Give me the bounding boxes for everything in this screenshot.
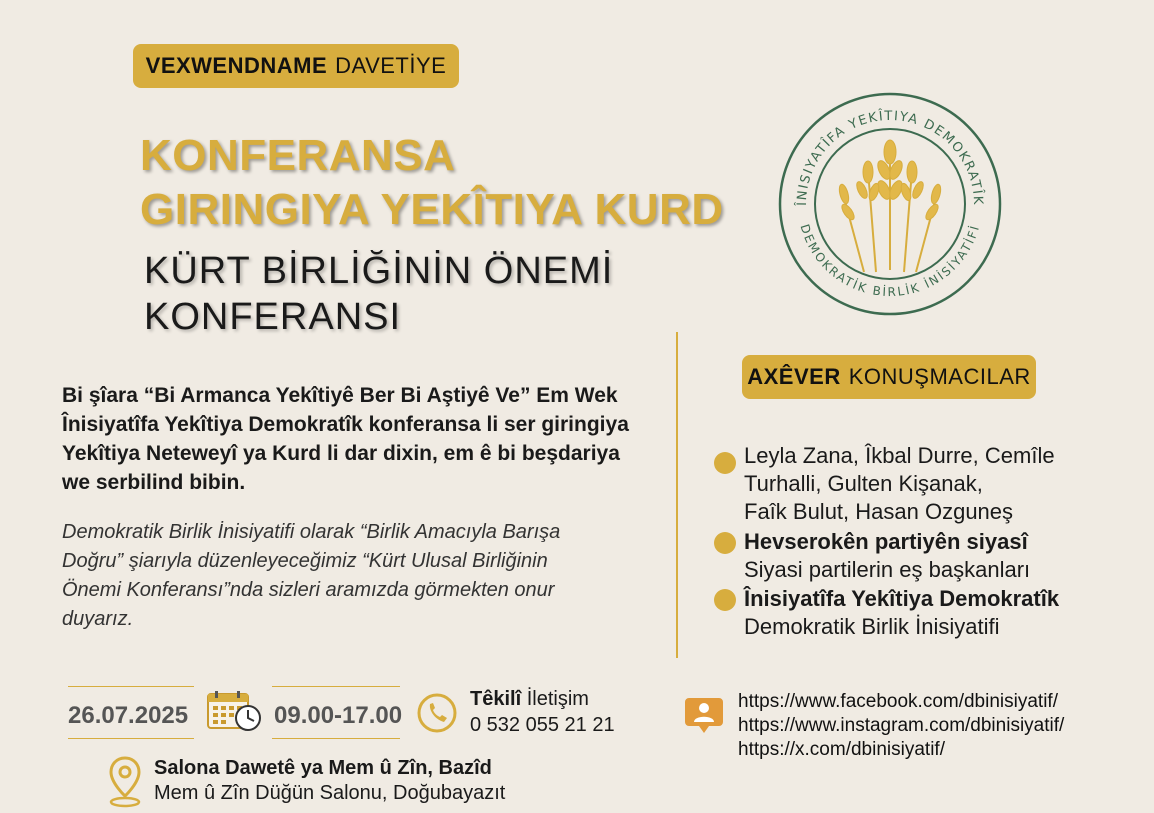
date-rule-bottom bbox=[68, 738, 194, 739]
speaker-names-line1: Leyla Zana, Îkbal Durre, Cemîle bbox=[744, 443, 1055, 468]
profile-chat-icon bbox=[683, 694, 725, 736]
contact-phone[interactable]: 0 532 055 21 21 bbox=[470, 714, 615, 736]
speaker-names-line2: Turhalli, Gulten Kişanak, bbox=[744, 471, 983, 496]
time-rule-bottom bbox=[272, 738, 400, 739]
venue-kurdish: Salona Dawetê ya Mem û Zîn, Bazîd bbox=[154, 757, 492, 779]
title-kurdish-line2: GIRINGIYA YEKÎTIYA KURD bbox=[140, 185, 724, 234]
invitation-badge-kurdish: VEXWENDNAME bbox=[145, 53, 328, 78]
contact-label bbox=[470, 688, 589, 711]
logo bbox=[776, 90, 1004, 318]
wheat-icon bbox=[838, 140, 943, 272]
date-rule-top bbox=[68, 686, 194, 687]
title-turkish-line1: KÜRT BİRLİĞİNİN ÖNEMİ bbox=[144, 250, 614, 292]
speakers-badge-turkish: KONUŞMACILAR bbox=[848, 364, 1031, 389]
speakers-badge-kurdish: AXÊVER bbox=[747, 364, 841, 389]
title-turkish-line2: KONFERANSI bbox=[144, 296, 402, 338]
logo-top-text: ÎNISIYATÎFA YEKÎTIYA DEMOKRATÎK bbox=[794, 108, 986, 207]
contact-label-turkish: İletişim bbox=[526, 688, 589, 710]
x-link[interactable]: https://x.com/dbinisiyatif/ bbox=[738, 739, 945, 760]
event-date: 26.07.2025 bbox=[68, 702, 189, 729]
bullet-dot bbox=[714, 532, 736, 554]
phone-icon bbox=[416, 692, 458, 734]
intro-turkish: Demokratik Birlik İnisiyatifi olarak “Birlik Amacıyla Barışa Doğru” şiarıyla düzenleyeceğimiz “Kürt Ulusal Birliğinin Önemi Konferansı”nda sizleri aramızda görmekten onur duyarız. bbox=[62, 521, 561, 630]
bullet-dot bbox=[714, 452, 736, 474]
speaker-item-initiative bbox=[714, 585, 1059, 641]
speaker-names-line3: Faîk Bulut, Hasan Ozguneş bbox=[744, 499, 1014, 524]
speaker-parties-title: Hevserokên partiyên siyasî bbox=[744, 529, 1028, 554]
logo-bottom-text: DEMOKRATİK BİRLİK İNİSİYATİFİ bbox=[797, 222, 983, 300]
intro-kurdish: Bi şîara “Bi Armanca Yekîtiyê Ber Bi Aştiyê Ve” Em Wek Înisiyatîfa Yekîtiya Demokratîk konferansa li ser giringiya Yekîtiya Neteweyî ya Kurd li dar dixin, em ê bi beşdariya we serbilind bibin. bbox=[62, 384, 629, 494]
title-kurdish-line1: KONFERANSA bbox=[140, 131, 456, 180]
contact-label-kurdish: Têkilî bbox=[470, 688, 522, 710]
speaker-initiative-sub: Demokratik Birlik İnisiyatifi bbox=[744, 614, 1000, 639]
invitation-badge-turkish: DAVETİYE bbox=[335, 53, 447, 78]
invitation-badge bbox=[133, 44, 459, 88]
speaker-parties-sub: Siyasi partilerin eş başkanları bbox=[744, 557, 1031, 582]
speaker-item-names bbox=[714, 442, 1055, 526]
venue-turkish: Mem û Zîn Düğün Salonu, Doğubayazıt bbox=[154, 782, 506, 804]
event-time: 09.00-17.00 bbox=[274, 702, 403, 729]
time-rule-top bbox=[272, 686, 400, 687]
logo-emblem bbox=[776, 90, 1004, 318]
facebook-link[interactable]: https://www.facebook.com/dbinisiyatif/ bbox=[738, 691, 1058, 712]
location-pin-icon bbox=[108, 756, 142, 808]
speaker-initiative-title: Înisiyatîfa Yekîtiya Demokratîk bbox=[744, 586, 1060, 611]
bullet-dot bbox=[714, 589, 736, 611]
instagram-link[interactable]: https://www.instagram.com/dbinisiyatif/ bbox=[738, 715, 1065, 736]
calendar-clock-icon bbox=[206, 690, 262, 732]
speakers-badge bbox=[742, 355, 1036, 399]
speaker-item-parties bbox=[714, 528, 1030, 584]
column-divider bbox=[676, 332, 678, 658]
